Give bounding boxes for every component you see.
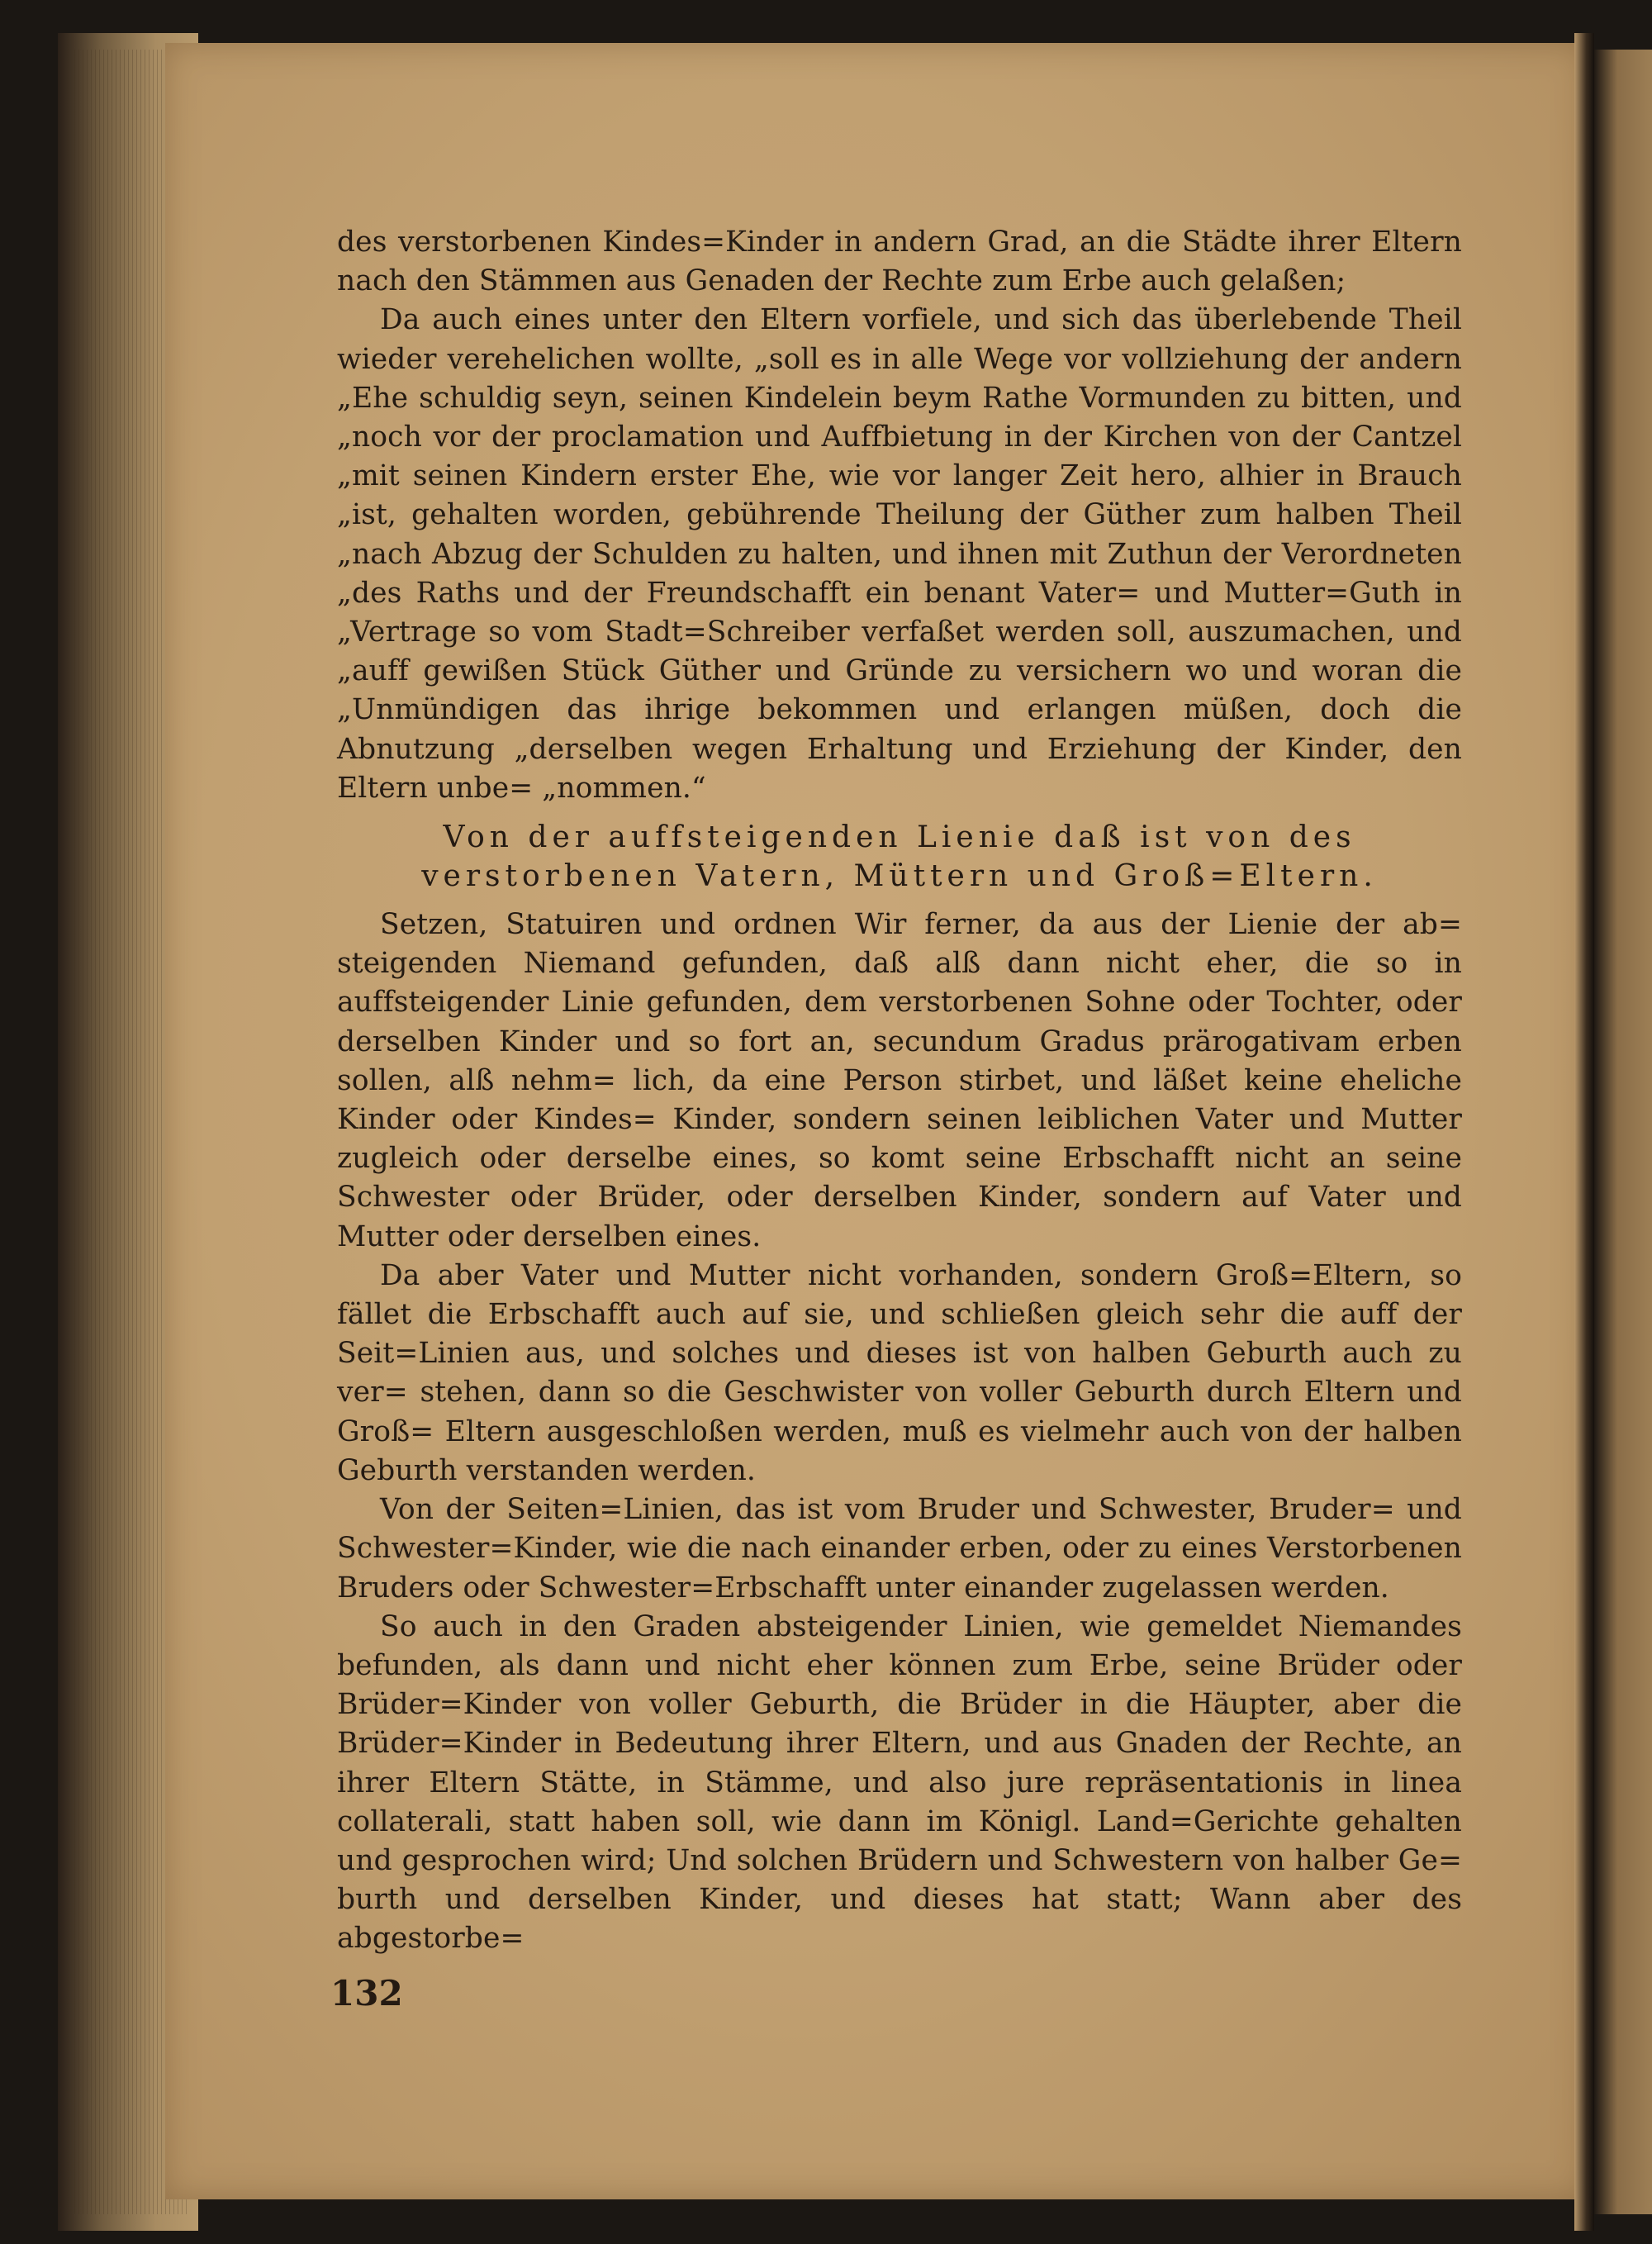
paragraph-statute: Setzen, Statuiren und ordnen Wir ferner, da aus der Lienie der ab= steigenden Niemand gefunden, daß alß dann nicht eher, die so in auffsteigender Linie gefunden, dem verstorbenen Sohne oder Tochter, oder derselben Kinder und so fort an, secundum Gradus prärogativam erben sollen, alß nehm= lich, da eine Person stirbet, und läßet keine eheliche Kinder oder Kindes= Kinder, sondern seinen leiblichen Vater und Mutter zugleich oder derselbe eines, so komt seine Erbschafft nicht an seine Schwester oder Brüder, oder derselben Kinder, sondern auf Vater und Mutter oder derselben eines. [337,908,1462,1253]
facing-page-edge [1594,50,1652,2214]
book-gutter [1574,33,1594,2231]
paragraph-continued: des verstorbenen Kindes=Kinder in andern Grad, an die Städte ihrer Eltern nach den Stämmen aus Genaden der Rechte zum Erbe auch gelaßen; [337,226,1462,298]
paragraph-grandparents: Da aber Vater und Mutter nicht vorhanden, sondern Groß=Eltern, so fället die Erbschafft auch auf sie, und schließen gleich sehr die auff der Seit=Linien aus, und solches und dieses ist von halben Geburth auch zu ver= stehen, dann so die Geschwister von voller Geburth durch Eltern und Groß= Eltern ausgeschloßen werden, muß es vielmehr auch von der halben Geburth verstanden werden. [337,1258,1462,1487]
section-heading [337,818,1462,896]
paragraph-quoted-statute: Da auch eines unter den Eltern vorfiele, und sich das überlebende Theil wieder verehelichen wollte, „soll es in alle Wege vor vollziehung der andern „Ehe schuldig seyn, seinen Kindelein beym Rathe Vormunden zu bitten, und „noch vor der proclamation und Auffbietung in der Kirchen von der Cantzel „mit seinen Kindern erster Ehe, wie vor langer Zeit hero, alhier in Brauch „ist, gehalten worden, gebührende Theilung der Güther zum halben Theil „nach Abzug der Schulden zu halten, und ihnen mit Zuthun der Verordneten „des Raths und der Freundschafft ein benant Vater= und Mutter=Guth in „Vertrage so vom Stadt=Schreiber verfaßet werden soll, auszumachen, und „auff gewißen Stück Güther und Gründe zu versichern wo und woran die „Unmündigen das ihrige bekommen und erlangen müßen, doch die Abnutzung „derselben wegen Erhaltung und Erziehung der Kinder, den Eltern unbe= „nommen.“ [337,303,1462,805]
paragraph-degrees: So auch in den Graden absteigender Linien, wie gemeldet Niemandes befunden, als dann und nicht eher können zum Erbe, seine Brüder oder Brüder=Kinder von voller Geburth, die Brüder in die Häupter, aber die Brüder=Kinder in Bedeutung ihrer Eltern, und aus Gnaden der Rechte, an ihrer Eltern Stätte, in Stämme, und also jure repräsentationis in linea collaterali, statt haben soll, wie dann im Königl. Land=Gerichte gehalten und gesprochen wird; Und solchen Brüdern und Schwestern von halber Ge= burth und derselben Kinder, und dieses hat statt; Wann aber des abgestorbe= [337,1609,1462,1956]
section-heading-line-2: verstorbenen Vatern, Müttern und Groß=Eltern. [421,859,1378,894]
paragraph-side-lines: Von der Seiten=Linien, das ist vom Bruder und Schwester, Bruder= und Schwester=Kinder, wie die nach einander erben, oder zu eines Verstorbenen Bruders oder Schwester=Erbschafft unter einander zugelassen werden. [337,1493,1462,1605]
section-heading-line-1: Von der auffsteigenden Lienie daß ist von des [443,820,1356,855]
page-text [337,223,1462,1959]
page-number: 132 [330,1973,403,2013]
